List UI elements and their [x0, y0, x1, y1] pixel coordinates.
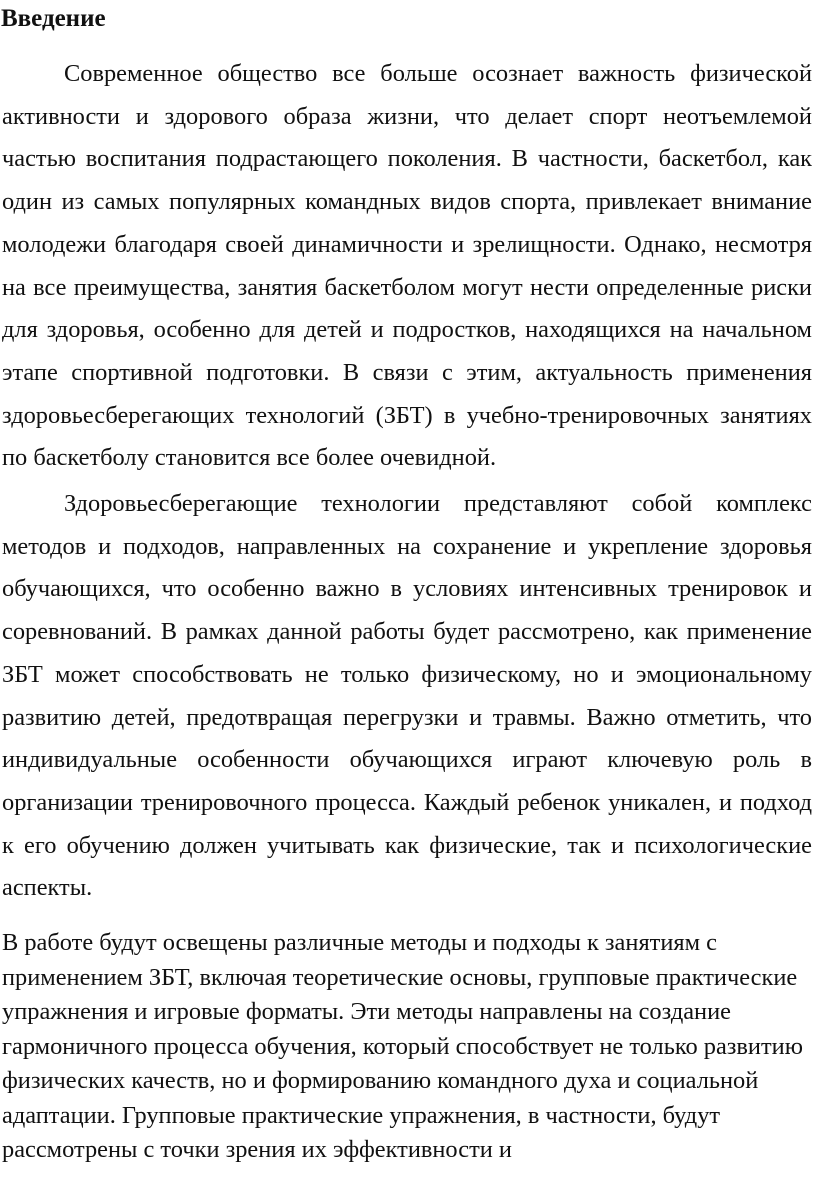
paragraph-3: В работе будут освещены различные методы и подходы к занятиям с применением ЗБТ, включая теоретические основы, групповые практические упражнения и игровые форматы. Эти методы направлены на создание гармоничного процесса обучения, который способствует не только развитию физических качеств, но и формированию командного духа и социальной адаптации. Групповые практические упражнения, в частности, будут рассмотрены с точки зрения их эффективности и	[2, 929, 803, 1163]
paragraph-1: Современное общество все больше осознает важность физической активности и здорового образа жизни, что делает спорт неотъемлемой частью воспитания подрастающего поколения. В частности, баскетбол, как один из самых популярных командных видов спорта, привлекает внимание молодежи благодаря своей динамичности и зрелищности. Однако, несмотря на все преимущества, занятия баскетболом могут нести определенные риски для здоровья, особенно для детей и подростков, находящихся на начальном этапе спортивной подготовки. В связи с этим, актуальность применения здоровьесберегающих технологий (ЗБТ) в учебно-тренировочных занятиях по баскетболу становится все более очевидной.	[2, 60, 812, 472]
section-heading: Введение	[1, 5, 106, 32]
paragraph-2: Здоровьесберегающие технологии представляют собой комплекс методов и подходов, направленных на сохранение и укрепление здоровья обучающихся, что особенно важно в условиях интенсивных тренировок и соревнований. В рамках данной работы будет рассмотрено, как применение ЗБТ может способствовать не только физическому, но и эмоциональному развитию детей, предотвращая перегрузки и травмы. Важно отметить, что индивидуальные особенности обучающихся играют ключевую роль в организации тренировочного процесса. Каждый ребенок уникален, и подход к его обучению должен учитывать как физические, так и психологические аспекты.	[2, 490, 812, 902]
